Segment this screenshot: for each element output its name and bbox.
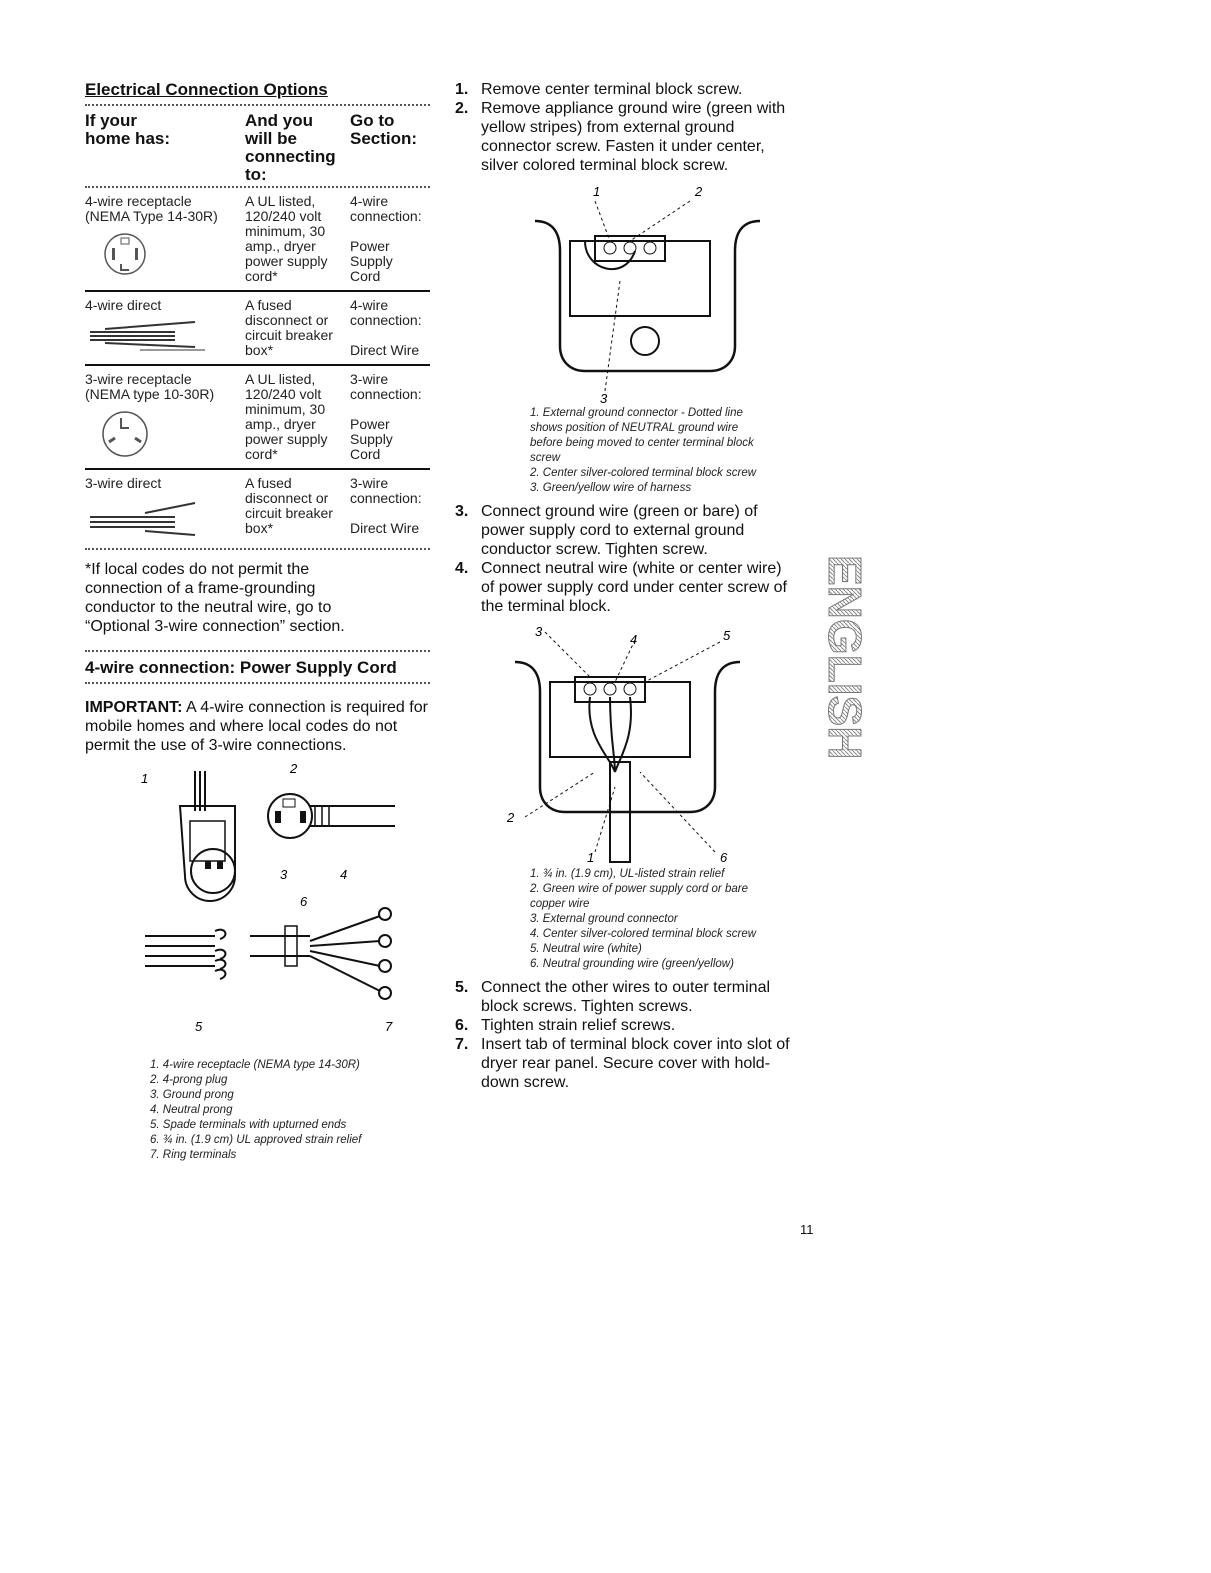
fig-label: 5 [723,628,731,643]
caption: 2. Center silver-colored terminal block screw [530,467,757,479]
receptacle-3wire-icon [85,406,165,461]
terminal-block-diagram-1 [525,181,775,406]
steps-list [455,80,795,175]
fig2-captions [530,867,770,972]
row-connect: A UL listed, 120/240 volt minimum, 30 amp., dryer power supply cord* [245,371,328,462]
receptacle-4wire-icon [85,228,165,278]
right-column [455,80,795,1092]
step-text: Connect neutral wire (white or center wire) of power supply cord under center screw of the terminal block. [481,560,787,615]
step-text: Connect the other wires to outer terminal block screws. Tighten screws. [481,979,771,1015]
caption: 3. Ground prong [150,1089,234,1101]
header-home: If your home has: [85,111,171,148]
important-text: A 4-wire connection is required for mobile homes and where local codes do not permit the use of 3-wire connections. [85,699,428,754]
step-text: Connect ground wire (green or bare) of power supply cord to external ground conductor screw. Tighten screw. [481,503,758,558]
fig-label: 4 [630,632,638,647]
step-number: 5. [455,979,469,996]
caption: 5. Neutral wire (white) [530,943,642,955]
table-row [85,194,430,284]
step [455,99,795,175]
step-number: 1. [455,81,469,98]
row-divider [85,468,430,470]
direct-wire-4-icon [85,317,215,357]
fig-label: 2 [290,761,298,776]
fig-label: 1 [593,184,601,199]
table-row [85,476,430,540]
step [455,1035,795,1092]
divider [85,104,430,106]
step-number: 7. [455,1036,469,1053]
divider [85,548,430,550]
fig-label: 1 [141,771,149,786]
important-note [85,698,430,755]
divider [85,650,430,652]
footnote: *If local codes do not permit the connection of a frame-grounding conductor to the neutral wire, go to “Optional 3-wire connection” section. [85,561,345,635]
page-number: 11 [800,1222,814,1237]
steps-list [455,502,795,616]
row-connect: A fused disconnect or circuit breaker box* [245,475,333,536]
step-text: Tighten strain relief screws. [481,1017,676,1034]
step [455,502,795,559]
divider [85,186,430,188]
caption: 4. Center silver-colored terminal block screw [530,928,757,940]
step [455,978,795,1016]
caption: 3. Green/yellow wire of harness [530,482,692,494]
left-column [85,80,430,1163]
row-section: 4-wire connection: Power Supply Cord [350,193,422,284]
fig-label: 6 [300,894,308,909]
side-language-tab [785,555,871,760]
steps-list [455,978,795,1092]
fig1-captions [530,406,770,496]
row-home: 4-wire receptacle (NEMA Type 14-30R) [85,193,218,224]
caption: 1. 4-wire receptacle (NEMA type 14-30R) [150,1059,360,1071]
table-row [85,372,430,462]
important-label: IMPORTANT: [85,699,183,716]
step-number: 2. [455,100,469,117]
plug-diagram [135,761,435,1056]
step-text: Insert tab of terminal block cover into slot of dryer rear panel. Secure cover with hold-down screw. [481,1036,790,1091]
step-number: 6. [455,1017,469,1034]
row-divider [85,364,430,366]
step-number: 4. [455,560,469,577]
row-home: 3-wire receptacle (NEMA type 10-30R) [85,371,215,402]
row-divider [85,290,430,292]
side-tab-text: ENGLISH [819,555,871,760]
fig-label: 3 [535,624,543,639]
caption: 4. Neutral prong [150,1104,233,1116]
table-header [85,112,430,184]
step [455,559,795,616]
table-row [85,298,430,358]
fig-label: 7 [385,1019,393,1034]
fig-label: 6 [720,850,728,865]
caption: 7. Ring terminals [150,1149,237,1161]
row-section: 3-wire connection: Power Supply Cord [350,371,422,462]
row-home: 4-wire direct [85,297,162,313]
header-section: Go to Section: [350,111,418,148]
caption: 2. Green wire of power supply cord or bare copper wire [530,883,748,910]
direct-wire-3-icon [85,495,215,540]
step-text: Remove center terminal block screw. [481,81,743,98]
step [455,80,795,99]
row-connect: A fused disconnect or circuit breaker box* [245,297,333,358]
row-home: 3-wire direct [85,475,162,491]
caption: 2. 4-prong plug [150,1074,228,1086]
fig-label: 4 [340,867,348,882]
caption: 6. Neutral grounding wire (green/yellow) [530,958,734,970]
header-connect: And you will be connecting to: [245,111,336,184]
fig-label: 5 [195,1019,203,1034]
fig-label: 2 [695,184,703,199]
step [455,1016,795,1035]
row-section: 3-wire connection: Direct Wire [350,475,422,536]
caption: 1. ¾ in. (1.9 cm), UL-listed strain relief [530,868,725,880]
step-number: 3. [455,503,469,520]
caption: 3. External ground connector [530,913,678,925]
divider [85,682,430,684]
row-connect: A UL listed, 120/240 volt minimum, 30 amp., dryer power supply cord* [245,193,328,284]
caption: 6. ¾ in. (1.9 cm) UL approved strain relief [150,1134,362,1146]
subsection-title: 4-wire connection: Power Supply Cord [85,658,397,677]
terminal-block-diagram-2 [495,622,755,867]
section-title: Electrical Connection Options [85,80,328,99]
caption: 5. Spade terminals with upturned ends [150,1119,347,1131]
fig-label: 1 [587,850,595,865]
step-text: Remove appliance ground wire (green with yellow stripes) from external ground connector screw. Fasten it under center, silver colored terminal block screw. [481,100,786,174]
fig-label: 3 [600,391,608,406]
plug-captions [150,1058,430,1163]
caption: 1. External ground connector - Dotted line shows position of NEUTRAL ground wire before being moved to center terminal block screw [530,407,754,464]
row-section: 4-wire connection: Direct Wire [350,297,422,358]
fig-label: 3 [280,867,288,882]
fig-label: 2 [507,810,515,825]
